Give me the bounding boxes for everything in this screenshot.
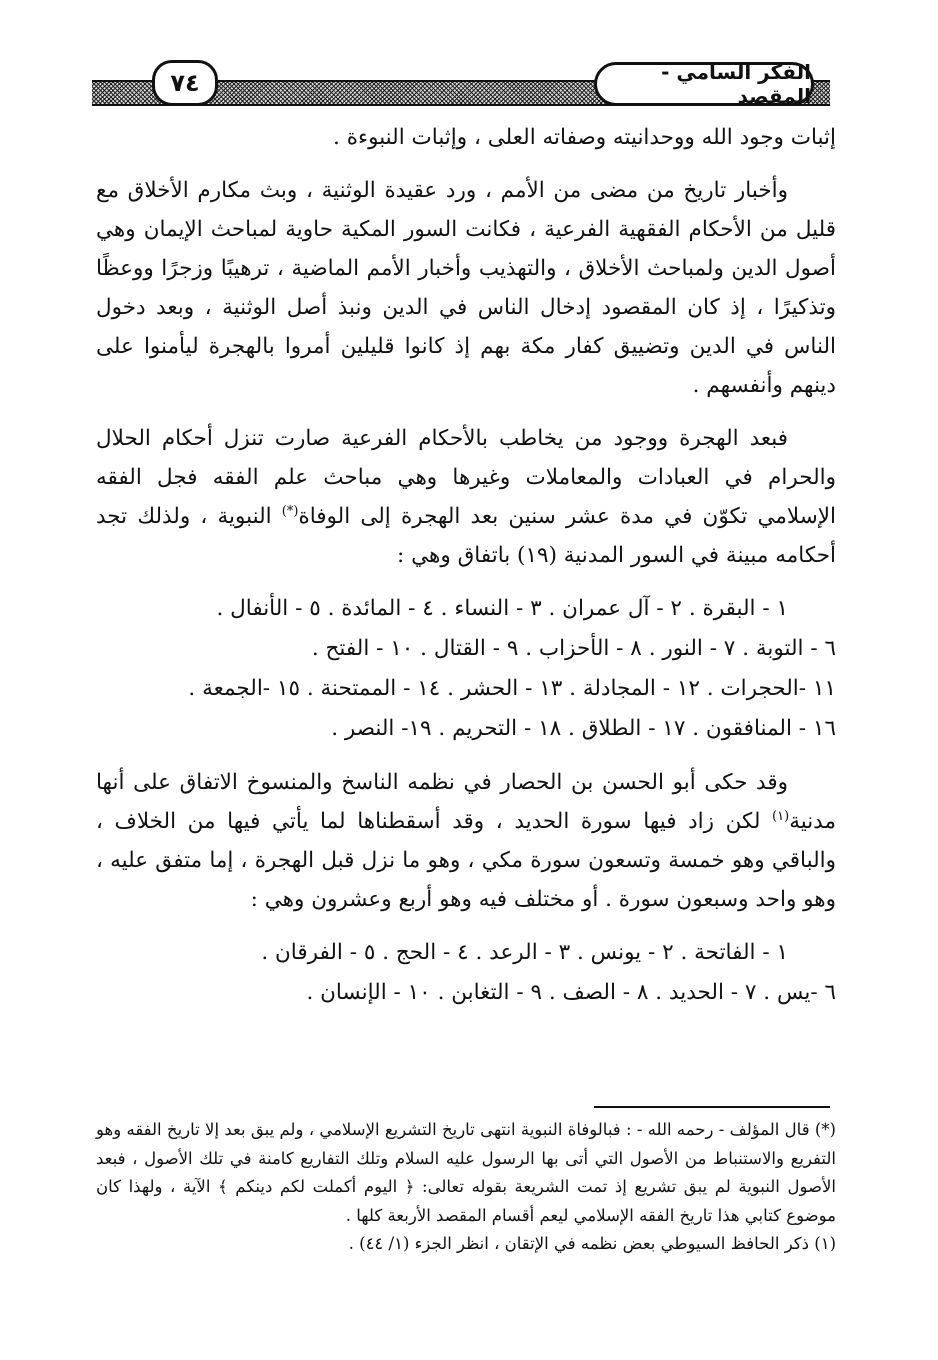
madani-surah-list [96,589,836,749]
main-text [96,118,836,1013]
paragraph-4-text-a: وقد حكى أبو الحسن بن الحصار في نظمه الناسخ والمنسوخ الاتفاق على أنها مدنية [96,770,836,834]
list-item: ٦ - التوبة . ٧ - النور . ٨ - الأحزاب . ٩ - القتال . ١٠ - الفتح . [311,636,836,661]
page-number: ٧٤ [152,60,218,106]
list-item: ١ - البقرة . ٢ - آل عمران . ٣ - النساء . ٤ - المائدة . ٥ - الأنفال . [216,596,788,621]
list-item: ١١ -الحجرات . ١٢ - المجادلة . ١٣ - الحشر . ١٤ - الممتحنة . ١٥ -الجمعة . [188,676,836,701]
footnote-marker-star: (*) [281,503,299,519]
paragraph-4-text-b: لكن زاد فيها سورة الحديد ، وقد أسقطناها لما يأتي فيها من الخلاف ، والباقي وهو خمسة وتسعون سورة مكي ، وهو ما نزل قبل الهجرة ، إما متفق عليه ، وهو واحد وسبعون سورة . أو مختلف فيه وهو أربع وعشرون وهي : [96,809,836,912]
paragraph-4 [96,763,836,919]
footnote-divider [594,1106,830,1108]
paragraph-2: وأخبار تاريخ من مضى من الأمم ، ورد عقيدة الوثنية ، وبث مكارم الأخلاق مع قليل من الأحكام الفقهية الفرعية ، فكانت السور المكية حاوية لمباحث الإيمان وهي أصول الدين ولمباحث الأخلاق ، والتهذيب وأخبار الأمم الماضية ، ترهيبًا وزجرًا ووعظًا وتذكيرًا ، إذ كان المقصود إدخال الناس في الدين ونبذ أصل الوثنية ، وبعد دخول الناس في الدين وتضييق كفار مكة بهم إذ كانوا قليلين أمروا بالهجرة ليأمنوا على دينهم وأنفسهم . [96,178,836,398]
footnote-1: (١) ذكر الحافظ السيوطي بعض نظمه في الإتقان ، انظر الجزء (١/ ٤٤) . [348,1234,836,1253]
footnotes [96,1116,836,1259]
list-item: ١ - الفاتحة . ٢ - يونس . ٣ - الرعد . ٤ - الحج . ٥ - الفرقان . [261,940,788,965]
paragraph-3-text-b: النبوية ، ولذلك تجد أحكامه مبينة في السور المدنية (١٩) باتفاق وهي : [96,504,836,568]
running-title: الفكر السامي - المقصد [594,62,814,106]
paragraph-1: إثبات وجود الله ووحدانيته وصفاته العلى ، وإثبات النبوءة . [333,125,836,150]
list-item: ٦ -يس . ٧ - الحديد . ٨ - الصف . ٩ - التغابن . ١٠ - الإنسان . [306,980,836,1005]
footnote-marker-1: (١) [772,808,790,824]
paragraph-3-text-a: فبعد الهجرة ووجود من يخاطب بالأحكام الفرعية صارت تنزل أحكام الحلال والحرام في العبادات والمعاملات وغيرها وهي مباحث علم الفقه فجل الفقه الإسلامي تكوّن في مدة عشر سنين بعد الهجرة إلى الوفاة [96,426,836,529]
footnote-star: (*) قال المؤلف - رحمه الله - : فبالوفاة النبوية انتهى تاريخ التشريع الإسلامي ، ولم يبق بعد إلا تاريخ الفقه وهو التفريع والاستنباط من الأصول التي أتى بها الرسول عليه السلام وتلك التفاريع كامنة في تلك الأصول ، فبعد الأصول النبوية لم يبق تشريع إذ تمت الشريعة بقوله تعالى: ﴿ اليوم أكملت لكم دينكم ﴾ الآية ، ولهذا كان موضوع كتابي هذا تاريخ الفقه الإسلامي ليعم أقسام المقصد الأربعة كلها . [96,1120,836,1225]
disputed-surah-list [96,933,836,1013]
list-item: ١٦ - المنافقون . ١٧ - الطلاق . ١٨ - التحريم . ١٩- النصر . [331,716,836,741]
paragraph-3 [96,419,836,575]
